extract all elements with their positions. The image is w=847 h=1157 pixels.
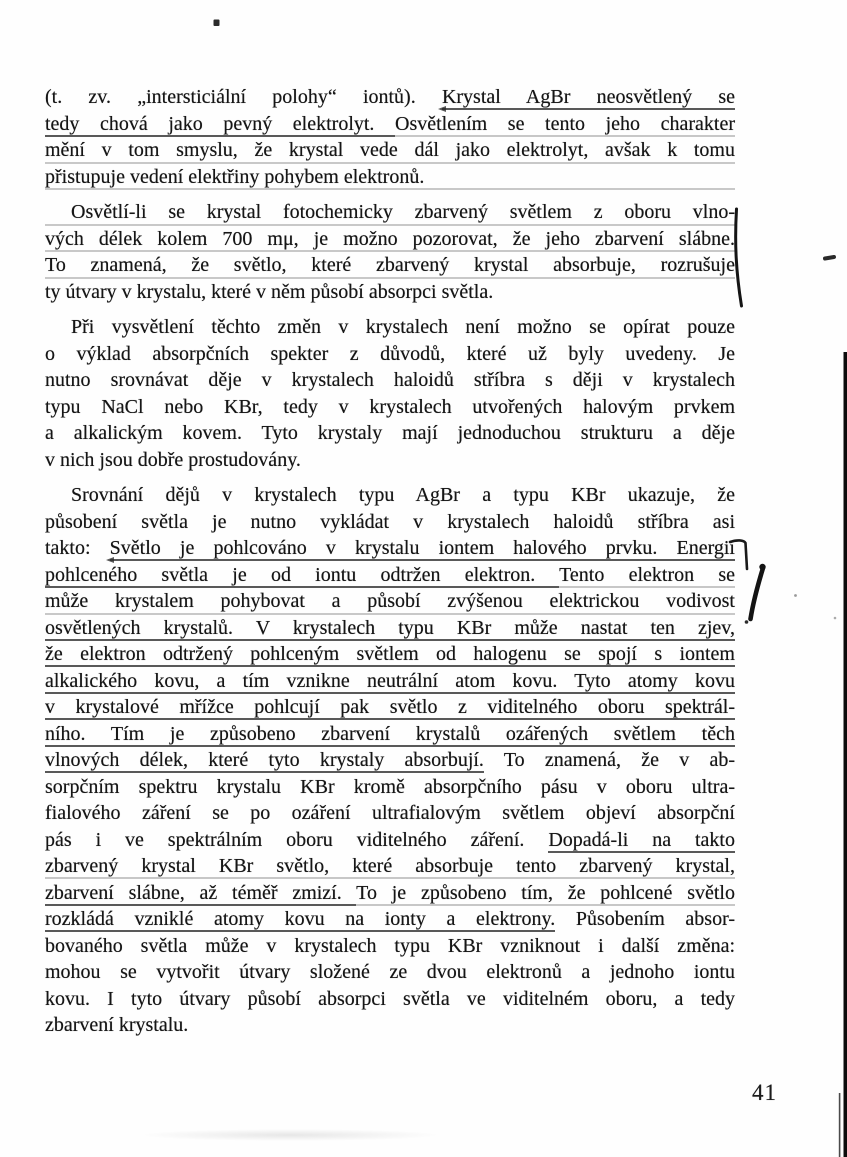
text-line [45, 252, 735, 279]
text-line [45, 394, 735, 421]
scan-edge-line [839, 352, 847, 1157]
speck [794, 594, 797, 597]
text-line [45, 562, 735, 589]
text-segment-underlined: osvětlených krystalů. [45, 616, 256, 639]
text-line [45, 827, 735, 854]
text-segment: může krystalem pohybovat a působí zvýšenou elektrickou vodivost [45, 590, 735, 612]
text-line [45, 482, 735, 509]
text-segment: nutno srovnávat děje v krystalech haloidů stříbra s ději v krystalech [45, 369, 735, 391]
text-segment-underlined: V krystalech typu KBr může nastat ten zjev, [255, 616, 735, 639]
paragraph-1 [45, 84, 735, 190]
text-line [45, 137, 735, 164]
text-line [45, 721, 735, 748]
text-segment: Působením absor- [555, 908, 735, 930]
text-segment: Osvětlí-li se krystal fotochemicky zbarvený světlem z oboru vlno- [71, 201, 735, 223]
text-segment-underlined: ního. Tím je způsobeno zbarvení krystalů ozářených světlem těch [45, 722, 735, 745]
text-line [45, 959, 735, 986]
paragraph-2 [45, 199, 735, 305]
text-line [45, 279, 735, 306]
text-segment: Při vysvětlení těchto změn v krystalech není možno se opírat pouze [71, 316, 735, 338]
text-segment: fialového záření se po ozáření ultrafialovým světlem objeví absorpční [45, 802, 735, 824]
text-segment: Srovnání dějů v krystalech typu AgBr a typu KBr ukazuje, že [71, 484, 735, 506]
text-line [45, 509, 735, 536]
pen-dash-mark [825, 257, 834, 259]
text-segment: To znamená, že v ab- [483, 749, 735, 771]
text-line [45, 164, 735, 191]
text-segment-underlined: Světlo je pohlcováno v krystalu iontem halového prvku. [109, 537, 677, 559]
text-segment-underlined: Energií [676, 537, 735, 559]
text-segment: kovu. I tyto útvary působí absorpci světla ve viditelném oboru, a tedy [45, 987, 735, 1010]
text-segment-underlined: pohlceného světla je od iontu odtržen elektron. [45, 563, 560, 586]
text-segment: vých délek kolem 700 mμ, je možno pozorovat, že jeho zbarvení slábne. [45, 227, 735, 250]
text-segment: působení světla je nutno vykládat v krystalech haloidů stříbra asi [45, 510, 735, 533]
pen-vertical-line-mark [736, 209, 742, 306]
text-line [45, 111, 735, 138]
text-segment: pás i ve spektrálním oboru viditelného záření. [45, 828, 549, 851]
text-line [45, 906, 735, 933]
text-segment: v nich jsou dobře prostudovány. [45, 448, 301, 471]
text-segment-underlined: Krystal AgBr neosvětlený se [441, 86, 735, 108]
text-line [45, 588, 735, 615]
text-line [45, 84, 735, 111]
ink-dot-top [214, 20, 220, 27]
text-segment: takto: [45, 537, 110, 559]
text-segment: mohou se vytvořit útvary složené ze dvou elektronů a jednoho iontu [45, 961, 735, 983]
text-line [45, 341, 735, 368]
text-line [45, 668, 735, 695]
text-block [45, 84, 735, 1039]
text-segment: typu NaCl nebo KBr, tedy v krystalech utvořených halovým prvkem [45, 395, 735, 418]
text-segment-underlined: vlnových délek, které tyto krystaly absorbují. [45, 749, 484, 771]
text-line [45, 641, 735, 668]
pen-slash-mark [745, 564, 766, 624]
text-line [45, 447, 735, 474]
paragraph-4 [45, 482, 735, 1039]
text-segment: mění v tom smyslu, že krystal vede dál jako elektrolyt, avšak k tomu [45, 139, 735, 161]
text-segment-underlined: To je způsobeno tím, že pohlcené světlo [356, 881, 735, 904]
text-segment: o výklad absorpčních spekter z důvodů, které už byly uvedeny. Je [45, 342, 735, 365]
text-line [45, 933, 735, 960]
text-line [45, 420, 735, 447]
text-line [45, 226, 735, 253]
scan-smudge-bottom [140, 1129, 440, 1141]
text-segment-underlined: rozkládá vzniklé atomy kovu na ionty a elektrony. [45, 908, 556, 930]
page-number: 41 [752, 1080, 777, 1105]
text-line [45, 535, 735, 562]
text-segment: (t. zv. „intersticiální polohy“ iontů). [45, 86, 442, 108]
text-segment: přistupuje vedení elektřiny pohybem elektronů. [45, 165, 425, 188]
text-segment: bovaného světla může v krystalech typu KBr vzniknout i další změna: [45, 934, 735, 957]
text-line [45, 986, 735, 1013]
paragraph-3 [45, 314, 735, 473]
text-line [45, 774, 735, 801]
text-segment: To znamená, že světlo, které zbarvený krystal absorbuje, rozrušuje [45, 254, 735, 276]
text-segment-underlined: Osvětlením se tento jeho charakter [395, 112, 735, 135]
text-line [45, 853, 735, 880]
speck [834, 617, 837, 620]
text-line [45, 880, 735, 907]
text-line [45, 694, 735, 721]
text-line [45, 199, 735, 226]
text-line [45, 314, 735, 341]
text-segment: a alkalickým kovem. Tyto krystaly mají jednoduchou strukturu a děje [45, 422, 735, 444]
text-segment: sorpčním spektru krystalu KBr kromě absorpčního pásu v oboru ultra- [45, 775, 735, 798]
text-segment-underlined: že elektron odtržený pohlceným světlem od halogenu se spojí s iontem [45, 643, 735, 665]
text-segment-underlined: v krystalové mřížce pohlcují pak světlo z viditelného oboru spektrál- [45, 696, 735, 718]
text-segment-underlined: zbarvení slábne, až téměř zmizí. [45, 881, 357, 904]
text-segment-underlined: zbarvený krystal KBr světlo, které absorbuje tento zbarvený krystal, [45, 855, 735, 877]
text-line [45, 747, 735, 774]
text-line [45, 615, 735, 642]
text-segment: zbarvení krystalu. [45, 1014, 189, 1036]
text-segment-underlined: alkalického kovu, a tím vznikne neutrální atom kovu. Tyto atomy kovu [45, 669, 735, 692]
text-segment: ty útvary v krystalu, které v něm působí absorpci světla. [45, 280, 494, 303]
text-segment-underlined: Dopadá-li na takto [548, 828, 735, 851]
text-segment-underlined: Tento elektron se [559, 563, 735, 586]
text-line [45, 800, 735, 827]
text-line [45, 367, 735, 394]
text-segment-underlined: tedy chová jako pevný elektrolyt. [45, 112, 396, 135]
text-line [45, 1012, 735, 1039]
